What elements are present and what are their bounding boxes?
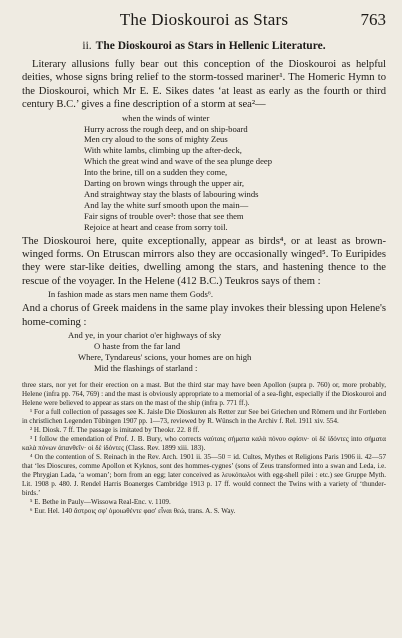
verse-line: Where, Tyndareus' scions, your homes are on high [78,351,252,362]
helene-quote: In fashion made as stars men name them Gods⁶. [48,289,214,300]
verse-line: And lay the white surf smooth upon the main— [84,199,249,210]
verse-line: Rejoice at heart and cease from sorry toil. [84,221,228,232]
section-numeral: ii. [82,40,92,52]
page-header [22,10,386,32]
verse-line: Men cry aloud to the sons of mighty Zeus [84,134,228,145]
verse-line: Hurry across the rough deep, and on ship-board [84,123,248,134]
chorus-verse [68,330,386,374]
verse-line: Fair signs of trouble over³: those that see them [84,210,244,221]
section-title: The Dioskouroi as Stars in Hellenic Literature. [95,40,326,52]
footnote-divider [22,377,386,378]
verse-line: when the winds of winter [122,112,210,123]
verse-line: With white lambs, climbing up the after-deck, [84,145,242,156]
hymn-verse [84,113,386,233]
footnote: ⁶ Eur. Hel. 140 ἄστροις σφ' ὁμοιωθέντε φασ' εἶναι θεώ, trans. A. S. Way. [30,506,236,515]
verse-line: And ye, in your chariot o'er highways of sky [68,330,222,341]
paragraph: Literary allusions fully bear out this conception of the Dioskouroi as helpful deities, whose signs bring relief to the storm-tossed mariner¹. The Homeric Hymn to the Dioskouroi, which Mr E. E. Sikes dates ‘at least as early as the fourth or third century B.C.’ gives a fine description of a storm at sea²— [22,59,386,111]
verse-line: And straightway stay the blasts of labouring winds [84,188,259,199]
verse-line: Which the great wind and wave of the sea plunge deep [84,156,273,167]
paragraph: And a chorus of Greek maidens in the same play invokes their blessing upon Helene's home-coming : [22,303,386,328]
footnotes [22,381,386,516]
book-page [22,10,386,630]
footnote: ⁵ E. Bethe in Pauly—Wissowa Real-Enc. v. 1109. [30,497,171,506]
verse-line: O haste from the far land [94,340,181,351]
footnote: ¹ For a full collection of passages see K. Jaisle Die Dioskuren als Retter zur See bei Griechen und Römern und ihr Fortleben in christlichen Legenden Tübingen 1907 pp. 1—73, reviewed by R. Wünsch in the Archiv f. Rel. 1911 xiv. 554. [22,407,386,425]
footnote: ⁴ On the contention of S. Reinach in the Rev. Arch. 1901 ii. 35—50 = id. Cultes, Mythes et Religions Paris 1906 ii. 42—57 that ‘les Dioscures, comme Apollon et Kyknos, sont des hommes-cygnes’ (sons of Zeus transformed into a swan and Leda, i.e. the Phrygian Lada, ‘a woman’; born from an egg; later conceived as λευκόπωλοι with egg-shell pilei : etc.) see Gruppe Myth. Lit. 1908 p. 480. J. Rendel Harris Boanerges Cambridge 1913 p. 17 ff. would connect the Twins with a variety of ‘thunder-birds.’ [22,452,386,497]
section-heading [22,40,386,52]
paragraph: The Dioskouroi here, quite exceptionally, appear as birds⁴, or at least as brown-winged forms. On Etruscan mirrors also they are occasionally winged⁵. To Euripides they were star-like deities, dwelling among the stars, and hastening thence to the rescue of the voyager. In the Helene (412 B.C.) Teukros says of them : [22,235,386,287]
footnote: ² H. Diosk. 7 ff. The passage is imitated by Theokr. 22. 8 ff. [30,425,200,434]
running-head: The Dioskouroi as Stars [119,10,289,29]
footnote: three stars, nor yet for their erection on a mast. But the third star may have been Apollon (supra p. 760) or, more probably, Helene (infra pp. 764, 769) : and the mast is obviously appropriate to a memorial of a sea-fight, especially if the Dioskouroi and Helene were believed to appear as stars on the mast of the ship (infra p. 771 ff.). [22,380,386,407]
verse-line: Into the brine, till on a sudden they come, [84,167,228,178]
verse-line: Mid the flashings of starland : [94,362,198,373]
verse-line: Darting on brown wings through the upper air, [84,178,245,189]
footnote: ³ I follow the emendation of Prof. J. B. Bury, who corrects ναύταις σήματα καλὰ πόνου σφίσιν· οἱ δὲ ἰδόντες into σήματα καλὰ πόνων ἀπανθεῖν· οἱ δὲ ἰδόντες (Class. Rev. 1899 xiii. 183). [22,434,386,452]
page-number: 763 [360,10,386,29]
